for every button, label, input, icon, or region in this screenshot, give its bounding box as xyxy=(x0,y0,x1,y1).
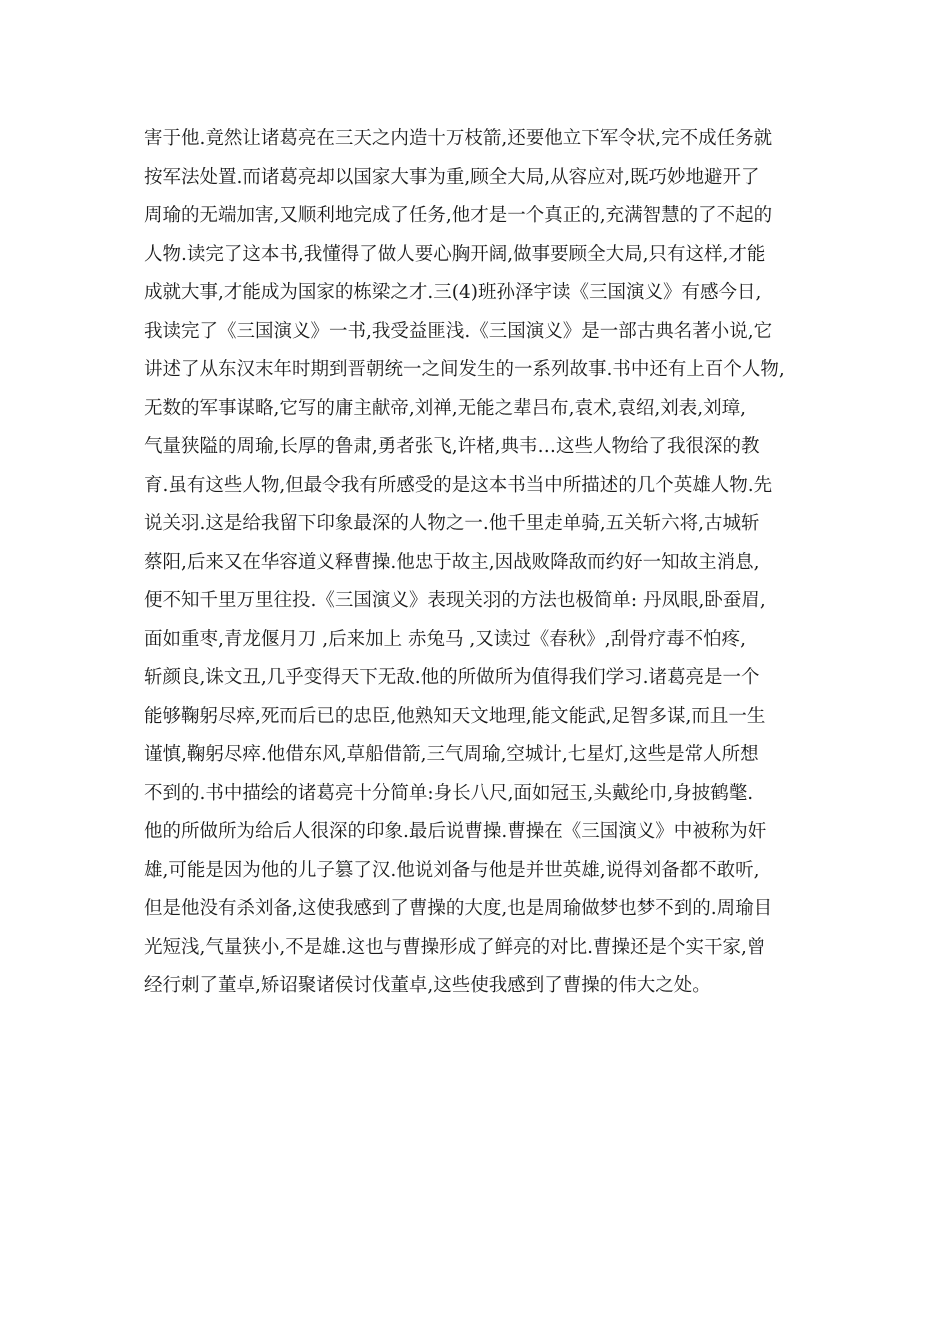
text-line: 育.虽有这些人物,但最令我有所感受的是这本书当中所描述的几个英雄人物.先 xyxy=(144,474,773,496)
text-line: 成就大事,才能成为国家的栋梁之才.三(4)班孙泽宇读《三国演义》有感今日, xyxy=(144,282,762,303)
text-line: 便不知千里万里往投.《三国演义》表现关羽的方法也极简单: 丹凤眼,卧蚕眉, xyxy=(144,590,766,611)
text-line: 谨慎,鞠躬尽瘁.他借东风,草船借箭,三气周瑜,空城计,七星灯,这些是常人所想 xyxy=(144,744,759,765)
text-line: 害于他.竟然让诸葛亮在三天之内造十万枝箭,还要他立下军令状,完不成任务就 xyxy=(144,128,773,149)
text-line: 不到的.书中描绘的诸葛亮十分简单:身长八尺,面如冠玉,头戴纶巾,身披鹤氅. xyxy=(144,782,754,804)
text-line: 光短浅,气量狭小,不是雄.这也与曹操形成了鲜亮的对比.曹操还是个实干家,曾 xyxy=(144,936,766,958)
text-line: 无数的军事谋略,它写的庸主献帝,刘禅,无能之辈吕布,袁术,袁绍,刘表,刘璋, xyxy=(144,397,747,419)
text-line: 讲述了从东汉末年时期到晋朝统一之间发生的一系列故事.书中还有上百个人物, xyxy=(144,359,785,380)
text-line: 说关羽.这是给我留下印象最深的人物之一.他千里走单骑,五关斩六将,古城斩 xyxy=(144,513,760,534)
text-line: 气量狭隘的周瑜,长厚的鲁肃,勇者张飞,许楮,典韦…这些人物给了我很深的教 xyxy=(144,436,760,457)
text-line: 能够鞠躬尽瘁,死而后已的忠臣,他熟知天文地理,能文能武,足智多谋,而且一生 xyxy=(144,705,766,727)
text-line: 雄,可能是因为他的儿子篡了汉.他说刘备与他是并世英雄,说得刘备都不敢听, xyxy=(144,859,760,881)
text-line: 斩颜良,诛文丑,几乎变得天下无敌.他的所做所为值得我们学习.诸葛亮是一个 xyxy=(144,667,760,688)
text-line: 按军法处置.而诸葛亮却以国家大事为重,顾全大局,从容应对,既巧妙地避开了 xyxy=(144,166,760,188)
text-line: 经行刺了董卓,矫诏聚诸侯讨伐董卓,这些使我感到了曹操的伟大之处。 xyxy=(144,975,711,996)
text-line: 人物.读完了这本书,我懂得了做人要心胸开阔,做事要顾全大局,只有这样,才能 xyxy=(144,243,766,265)
text-line: 但是他没有杀刘备,这使我感到了曹操的大度,也是周瑜做梦也梦不到的.周瑜目 xyxy=(144,898,773,919)
text-line: 他的所做所为给后人很深的印象.最后说曹操.曹操在《三国演义》中被称为奸 xyxy=(144,821,767,842)
text-line: 蔡阳,后来又在华容道义释曹操.他忠于故主,因战败降敌而约好一知故主消息, xyxy=(144,551,760,573)
body-text xyxy=(144,120,824,1006)
text-line: 周瑜的无端加害,又顺利地完成了任务,他才是一个真正的,充满智慧的了不起的 xyxy=(144,205,773,226)
text-line: 我读完了《三国演义》一书,我受益匪浅.《三国演义》是一部古典名著小说,它 xyxy=(144,320,773,342)
text-line: 面如重枣,青龙偃月刀 ,后来加上 赤兔马 ,又读过《春秋》,刮骨疗毒不怕疼, xyxy=(144,628,747,650)
